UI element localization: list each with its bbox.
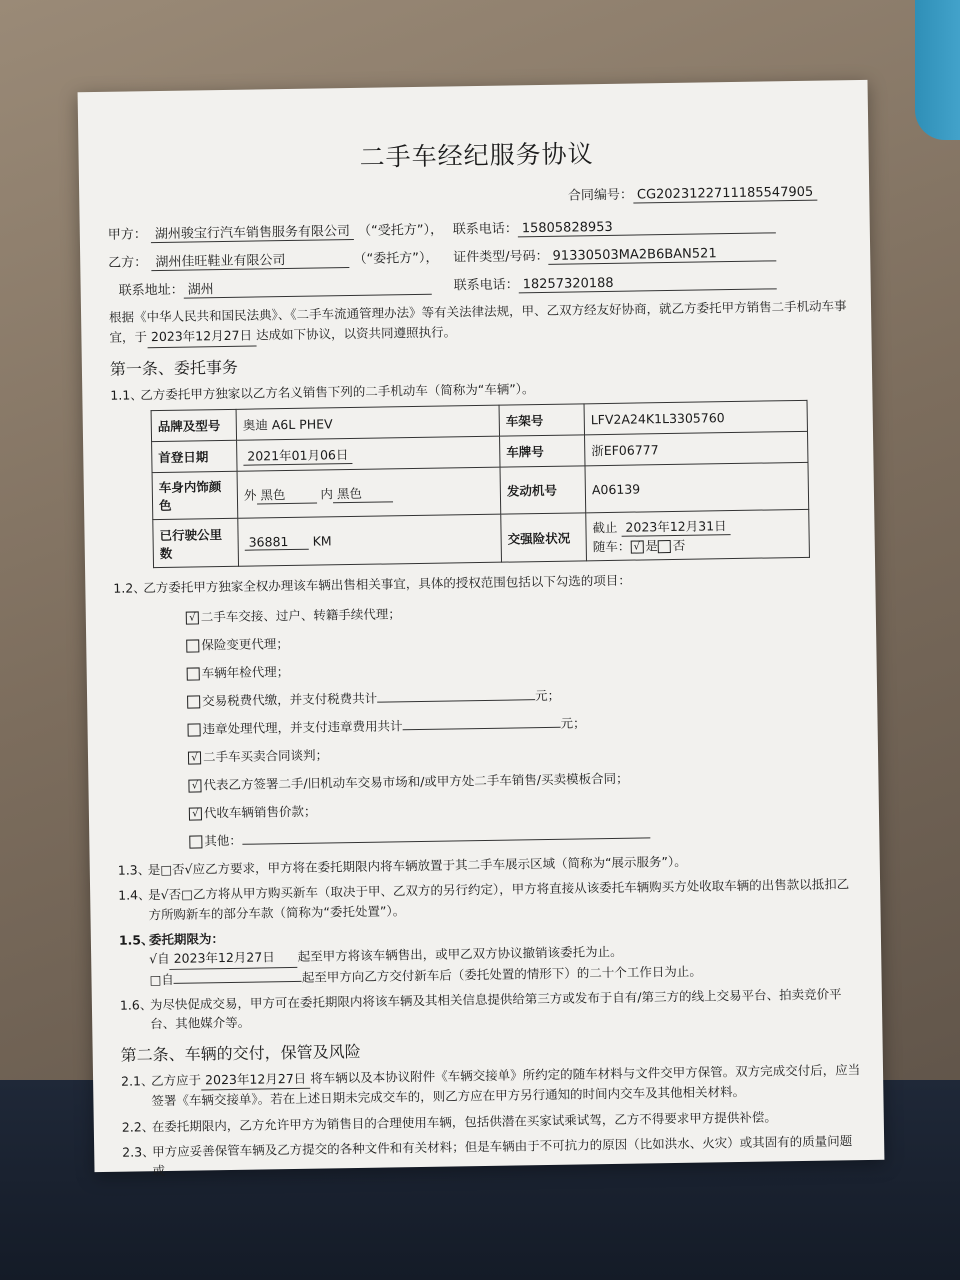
section-2-title: 第二条、车辆的交付，保管及风险 [120, 1041, 361, 1065]
party-b-name: 湖州佳旺鞋业有限公司 [151, 248, 349, 271]
option-tail: 元； [560, 715, 586, 731]
mileage-unit: KM [312, 533, 332, 549]
term-1-post: 起至甲方将该车辆售出，或甲乙双方协议撤销该委托为止。 [297, 944, 623, 965]
item-text: 是□否√应乙方要求，甲方将在委托期限内将车辆放置于其二手车展示区域（简称为“展示服务”）。 [147, 853, 687, 878]
blue-object [915, 0, 960, 140]
item-1-4 [118, 874, 859, 924]
party-b-address-wrap [109, 274, 454, 299]
option-item [188, 737, 856, 765]
preamble-date: 2023年12月27日 [147, 325, 256, 348]
address-label: 联系地址： [118, 282, 184, 299]
vin-label: 车架号 [499, 404, 584, 436]
checkbox-icon: √ [186, 611, 199, 624]
party-b-role: （“委托方”）， [353, 250, 439, 267]
option-text: 代表乙方签署二手/旧机动车交易市场和/或甲方处二手车销售/买卖模板合同； [203, 770, 629, 793]
table-row [153, 510, 810, 568]
option-item [189, 821, 857, 849]
ins-yes: 是 [645, 538, 658, 554]
insurance-with [593, 534, 803, 555]
item-number: 2.1、 [120, 1072, 154, 1089]
mileage-number: 36881 [245, 534, 309, 551]
contract-number [107, 180, 847, 212]
plate-label: 车牌号 [500, 435, 585, 467]
option-text: 其他： [204, 832, 242, 849]
item-text: 为尽快促成交易，甲方可在委托期限内将该车辆及其相关信息提供给第三方或发布于自有/第三方的线上交易平台、拍卖竞价平台、其他媒介等。 [149, 986, 842, 1032]
party-a-phone-label: 联系电话： [452, 221, 518, 238]
item-number: 1.1、 [110, 387, 143, 403]
item-number: 2.3、 [122, 1144, 155, 1160]
preamble-line-1: 根据《中华人民共和国民法典》、《二手车流通管理办法》等有关法律法规，甲、乙双方经友好协商，就乙方委托甲方销售二手机动车事 [108, 298, 847, 325]
item-text: 是√否□乙方将从甲方购买新车（取决于甲、乙双方的另行约定），甲方将直接从该委托车辆购买方处收取车辆的出售款以抵扣乙方所购新车的部分车款（简称为“委托处置”）。 [148, 876, 850, 922]
ext-color: 黑色 [256, 484, 316, 504]
option-text: 交易税费代缴，并支付税费共计 [202, 690, 378, 709]
item-2-1-date: 2023年12月27日 [201, 1068, 310, 1090]
vehicle-table [151, 400, 810, 568]
blank-line [403, 727, 561, 730]
engine-label: 发动机号 [500, 466, 586, 514]
ext-prefix: 外 [243, 487, 257, 503]
checkbox-checked-icon: √ [630, 541, 643, 554]
party-a-name: 湖州骏宝行汽车销售服务有限公司 [151, 220, 354, 243]
item-2-1-body [151, 1060, 862, 1111]
party-b-contact-row [109, 268, 849, 300]
party-b-left [108, 246, 453, 271]
item-text: 在委托期限内，乙方允许甲方为销售目的合理使用车辆，包括供潜在买家试乘试驾，乙方不得要求甲方提供补偿。 [151, 1108, 777, 1134]
ins-until-date: 2023年12月31日 [621, 516, 730, 537]
ins-no: 否 [672, 538, 686, 554]
checkbox-icon [186, 639, 199, 652]
item-number: 1.6、 [119, 997, 153, 1013]
item-1-2 [113, 568, 853, 599]
option-text: 保险变更代理； [201, 635, 289, 653]
contract-no-value: CG2023122711185547905 [633, 185, 818, 204]
party-a-phone: 15805828953 [518, 217, 776, 237]
address-value: 湖州 [184, 275, 432, 299]
section-1-title: 第一条、委托事务 [109, 357, 239, 379]
mileage-label: 已行驶公里数 [153, 519, 239, 568]
term-2-pre: □自 [149, 971, 174, 987]
ins-with-label: 随车： [592, 539, 631, 555]
color-label: 车身内饰颜色 [152, 472, 238, 520]
engine-value: A06139 [585, 463, 809, 513]
party-a-left [108, 218, 453, 243]
option-item [187, 681, 855, 709]
item-2-3 [122, 1131, 863, 1181]
item-text: 委托期限为： [148, 930, 225, 948]
preamble [109, 296, 850, 349]
party-a-row [108, 212, 848, 244]
option-text: 二手车交接、过户、转籍手续代理； [200, 606, 401, 625]
checkbox-icon [187, 695, 200, 708]
checkbox-icon: √ [188, 751, 201, 764]
reg-label: 首登日期 [152, 441, 237, 473]
color-value [237, 468, 501, 519]
party-b-id: 91330503MA2B6BAN521 [548, 245, 776, 265]
item-number: 1.3、 [117, 861, 151, 878]
option-item [186, 597, 854, 625]
item-2-1 [121, 1060, 862, 1111]
brand-label: 品牌及型号 [151, 410, 236, 442]
term-1-pre: √自 [149, 951, 170, 967]
item-number: 1.2、 [113, 580, 146, 597]
int-color: 黑色 [333, 483, 393, 503]
option-text: 代收车辆销售价款； [203, 803, 317, 821]
contract-no-label: 合同编号： [567, 187, 634, 204]
party-b-label: 乙方： [108, 255, 148, 271]
checkbox-icon: √ [188, 779, 201, 792]
party-a-label: 甲方： [107, 227, 147, 243]
option-item [186, 625, 854, 653]
preamble-pre: 宜，于 [109, 329, 148, 345]
insurance-label: 交强险状况 [501, 513, 587, 562]
plate-value: 浙EF06777 [585, 432, 808, 466]
item-number: 1.4、 [118, 887, 151, 903]
party-b-phone: 18257320188 [519, 273, 777, 293]
reg-value [237, 437, 500, 472]
checkbox-icon [189, 835, 202, 848]
option-tail: 元； [534, 687, 561, 703]
option-item [188, 765, 856, 793]
item-1-5 [119, 919, 860, 990]
option-text: 违章处理代理，并支付违章费用共计 [202, 717, 403, 737]
item-text: 乙方委托甲方独家以乙方名义销售下列的二手机动车（简称为“车辆”）。 [140, 381, 535, 403]
item-number: 1.5、 [118, 932, 154, 948]
checkbox-empty-icon [658, 540, 671, 553]
reg-date: 2021年01月06日 [243, 445, 352, 466]
item-1-6 [120, 984, 861, 1034]
party-b-phone-wrap [453, 268, 848, 294]
term-1-date: 2023年12月27日 [170, 947, 298, 969]
item-text: 乙方委托甲方独家全权办理该车辆出售相关事宜，具体的授权范围包括以下勾选的项目： [143, 573, 631, 596]
contract-paper [78, 80, 885, 1179]
int-prefix: 内 [320, 486, 334, 502]
insurance-value [586, 510, 810, 561]
item-2-1-post: 将车辆以及本协议附件《车辆交接单》所约定的随车材料与文件交甲方保管。双方完成交付后，应当签署《车辆交接单》。若在上述日期未完成交车的，则乙方应在甲方另行通知的时间内交车及其他相关材料。 [151, 1061, 861, 1109]
blank-line [174, 980, 302, 983]
page-title: 二手车经纪服务协议 [359, 139, 594, 172]
blank-line [377, 699, 535, 702]
blank-line [242, 837, 650, 844]
checkbox-icon: √ [189, 807, 202, 820]
item-text: 甲方应妥善保管车辆及乙方提交的各种文件和有关材料；但是车辆由于不可抗力的原因（比如洪水、火灾）或其固有的质量问题或 [152, 1133, 853, 1179]
option-item [187, 653, 855, 681]
party-b-right [453, 240, 848, 266]
vin-value: LFV2A24K1L3305760 [584, 401, 807, 435]
party-b-row [108, 240, 848, 272]
item-number: 2.2、 [121, 1118, 155, 1135]
option-text: 二手车买卖合同谈判； [202, 747, 329, 765]
item-2-1-pre: 乙方应于 [150, 1072, 202, 1088]
brand-value: 奥迪 A6L PHEV [236, 406, 499, 441]
checkbox-icon [187, 667, 200, 680]
party-a-right [453, 212, 848, 238]
party-b-phone-label: 联系电话： [453, 277, 519, 294]
mileage-value [238, 515, 502, 567]
term-2-post: 起至甲方向乙方交付新车后（委托处置的情形下）的二十个工作日为止。 [301, 963, 702, 985]
preamble-post: 达成如下协议，以资共同遵照执行。 [255, 324, 457, 343]
contract-content [106, 120, 862, 1187]
ins-until-label: 截止 [592, 520, 618, 536]
party-b-id-label: 证件类型/号码： [453, 248, 549, 266]
checkbox-icon [187, 723, 200, 736]
option-item [189, 793, 857, 821]
option-item [187, 709, 855, 737]
option-text: 车辆年检代理； [201, 663, 290, 681]
party-a-role: （“受托方”）， [357, 222, 444, 239]
